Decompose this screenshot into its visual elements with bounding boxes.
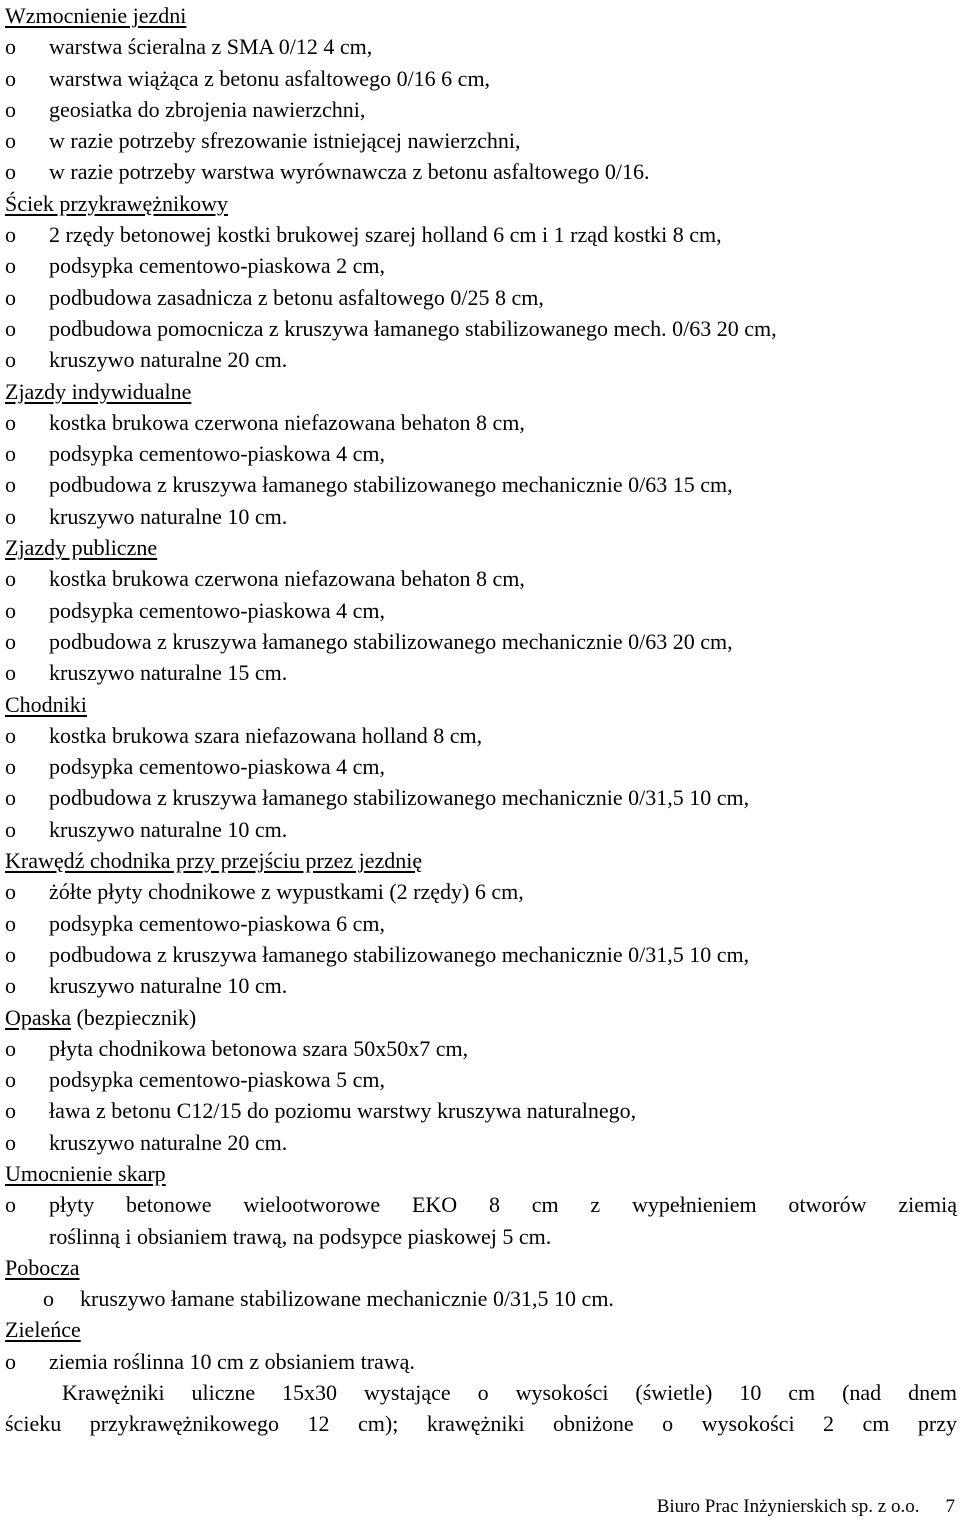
section-heading: Chodniki (5, 691, 87, 717)
list-item (5, 876, 957, 907)
list-item-text: kruszywo naturalne 20 cm. (49, 1129, 288, 1155)
list-item (5, 31, 957, 62)
list-item (5, 219, 957, 250)
bullet-marker: o (5, 722, 16, 748)
list-item (5, 782, 957, 813)
list-item (5, 626, 957, 657)
list-item-text: kostka brukowa czerwona niefazowana behaton 8 cm, (49, 409, 525, 435)
bullet-marker: o (5, 222, 16, 248)
bullet-marker: o (5, 65, 16, 91)
bullet-marker: o (5, 910, 16, 936)
list-item-text: podsypka cementowo-piaskowa 4 cm, (49, 597, 386, 623)
bullet-marker: o (5, 973, 16, 999)
list-item-text: kruszywo naturalne 10 cm. (49, 503, 288, 529)
list-item-text: podsypka cementowo-piaskowa 4 cm, (49, 754, 386, 780)
list-item-line-1: płyty betonowe wielootworowe EKO 8 cm z wypełnieniem otworów ziemią (49, 1192, 957, 1218)
list-item-text: płyta chodnikowa betonowa szara 50x50x7 cm, (49, 1035, 469, 1061)
bullet-marker: o (5, 660, 16, 686)
list-item-text: żółte płyty chodnikowe z wypustkami (2 rzędy) 6 cm, (49, 879, 524, 905)
list-item (5, 1283, 957, 1314)
bullet-marker: o (43, 1286, 54, 1312)
list-item (5, 657, 957, 688)
list-item (5, 469, 957, 500)
section (5, 188, 957, 376)
section-umocnienie (5, 1158, 957, 1252)
list-item (5, 970, 957, 1001)
list-item (5, 94, 957, 125)
list-item (5, 250, 957, 281)
list-item-text: kostka brukowa czerwona niefazowana behaton 8 cm, (49, 566, 525, 592)
bullet-marker: o (5, 816, 16, 842)
section (5, 376, 957, 532)
list-item-text: ława z betonu C12/15 do poziomu warstwy kruszywa naturalnego, (49, 1098, 637, 1124)
section-heading: Opaska (5, 1004, 71, 1030)
section-heading: Zjazdy indywidualne (5, 378, 192, 404)
list-item-text: kostka brukowa szara niefazowana holland 8 cm, (49, 722, 483, 748)
list-item-text: podbudowa z kruszywa łamanego stabilizowanego mechanicznie 0/63 15 cm, (49, 472, 733, 498)
list-item (5, 595, 957, 626)
section-heading: Umocnienie skarp (5, 1160, 166, 1186)
bullet-marker: o (5, 597, 16, 623)
section-heading: Wzmocnienie jezdni (5, 3, 187, 28)
bullet-marker: o (5, 1098, 16, 1124)
paragraph-line-1: Krawężniki uliczne 15x30 wystające o wysokości (świetle) 10 cm (nad dnem (62, 1380, 957, 1406)
footer-company: Biuro Prac Inżynierskich sp. z o.o. (656, 1496, 920, 1517)
list-item-text: geosiatka do zbrojenia nawierzchni, (49, 96, 366, 122)
bullet-marker: o (5, 441, 16, 467)
bullet-marker: o (5, 284, 16, 310)
bullet-marker: o (5, 503, 16, 529)
list-item-text: kruszywo naturalne 10 cm. (49, 973, 288, 999)
bullet-marker: o (5, 785, 16, 811)
bullet-marker: o (5, 253, 16, 279)
list-item-text: kruszywo naturalne 10 cm. (49, 816, 288, 842)
section (5, 1002, 957, 1158)
list-item (5, 156, 957, 187)
list-item-text: warstwa ścieralna z SMA 0/12 4 cm, (49, 34, 373, 60)
bullet-marker: o (5, 159, 16, 185)
list-item-text: warstwa wiążąca z betonu asfaltowego 0/16 6 cm, (49, 65, 491, 91)
list-item-text: podsypka cementowo-piaskowa 2 cm, (49, 253, 386, 279)
bullet-marker: o (5, 628, 16, 654)
list-item-text: podbudowa z kruszywa łamanego stabilizowanego mechanicznie 0/31,5 10 cm, (49, 785, 750, 811)
list-item (5, 313, 957, 344)
list-item-text: kruszywo naturalne 15 cm. (49, 660, 288, 686)
document-page (5, 0, 957, 1440)
list-item (5, 344, 957, 375)
bullet-marker: o (5, 1192, 16, 1218)
section (5, 0, 957, 188)
section-heading: Pobocza (5, 1254, 80, 1280)
section (5, 845, 957, 1001)
list-item (5, 563, 957, 594)
list-item-text: podbudowa z kruszywa łamanego stabilizowanego mechanicznie 0/31,5 10 cm, (49, 941, 750, 967)
section-heading: Zjazdy publiczne (5, 535, 158, 561)
section-heading-suffix: (bezpiecznik) (70, 1004, 197, 1030)
list-item-text: 2 rzędy betonowej kostki brukowej szarej holland 6 cm i 1 rząd kostki 8 cm, (49, 222, 722, 248)
list-item (5, 1127, 957, 1158)
section-pobocza (5, 1252, 957, 1315)
list-item-line-2: roślinną i obsianiem trawą, na podsypce piaskowej 5 cm. (49, 1223, 552, 1249)
list-item (5, 125, 957, 156)
sections-container (5, 0, 957, 1158)
list-item (5, 1346, 957, 1377)
list-item (5, 1189, 957, 1252)
list-item-text: podbudowa pomocnicza z kruszywa łamanego stabilizowanego mech. 0/63 20 cm, (49, 315, 777, 341)
list-item (5, 438, 957, 469)
bullet-marker: o (5, 128, 16, 154)
bullet-marker: o (5, 566, 16, 592)
list-item-text: kruszywo naturalne 20 cm. (49, 347, 288, 373)
list-item-text: podsypka cementowo-piaskowa 5 cm, (49, 1067, 386, 1093)
list-item (5, 814, 957, 845)
bullet-marker: o (5, 347, 16, 373)
list-item (5, 908, 957, 939)
bullet-marker: o (5, 34, 16, 60)
bullet-marker: o (5, 409, 16, 435)
bullet-marker: o (5, 1129, 16, 1155)
list-item (5, 939, 957, 970)
bullet-marker: o (5, 879, 16, 905)
body-paragraph (5, 1377, 957, 1440)
section-heading: Krawędź chodnika przy przejściu przez jezdnię (5, 848, 423, 874)
list-item-text: podbudowa z kruszywa łamanego stabilizowanego mechanicznie 0/63 20 cm, (49, 628, 733, 654)
section (5, 532, 957, 688)
section-heading: Zieleńce (5, 1317, 81, 1343)
list-item (5, 1064, 957, 1095)
bullet-marker: o (5, 315, 16, 341)
page-footer (657, 1496, 955, 1518)
paragraph-line-2: ścieku przykrawężnikowego 12 cm); krawężniki obniżone o wysokości 2 cm przy (5, 1411, 957, 1437)
list-item-text: ziemia roślinna 10 cm z obsianiem trawą. (49, 1348, 415, 1374)
list-item (5, 407, 957, 438)
list-item-text: podsypka cementowo-piaskowa 6 cm, (49, 910, 386, 936)
bullet-marker: o (5, 1348, 16, 1374)
list-item (5, 720, 957, 751)
list-item-text: podbudowa zasadnicza z betonu asfaltowego 0/25 8 cm, (49, 284, 544, 310)
list-item-text: w razie potrzeby sfrezowanie istniejącej nawierzchni, (49, 128, 521, 154)
bullet-marker: o (5, 96, 16, 122)
list-item (5, 501, 957, 532)
list-item-text: kruszywo łamane stabilizowane mechanicznie 0/31,5 10 cm. (80, 1286, 614, 1312)
list-item-text: podsypka cementowo-piaskowa 4 cm, (49, 441, 386, 467)
list-item (5, 282, 957, 313)
list-item (5, 751, 957, 782)
bullet-marker: o (5, 472, 16, 498)
list-item (5, 63, 957, 94)
list-item (5, 1095, 957, 1126)
list-item-text: w razie potrzeby warstwa wyrównawcza z betonu asfaltowego 0/16. (49, 159, 650, 185)
bullet-marker: o (5, 941, 16, 967)
page-number: 7 (945, 1496, 955, 1517)
section-zielence (5, 1314, 957, 1377)
section (5, 689, 957, 845)
list-item (5, 1033, 957, 1064)
bullet-marker: o (5, 754, 16, 780)
bullet-marker: o (5, 1035, 16, 1061)
section-heading: Ściek przykrawężnikowy (5, 190, 228, 216)
bullet-marker: o (5, 1067, 16, 1093)
